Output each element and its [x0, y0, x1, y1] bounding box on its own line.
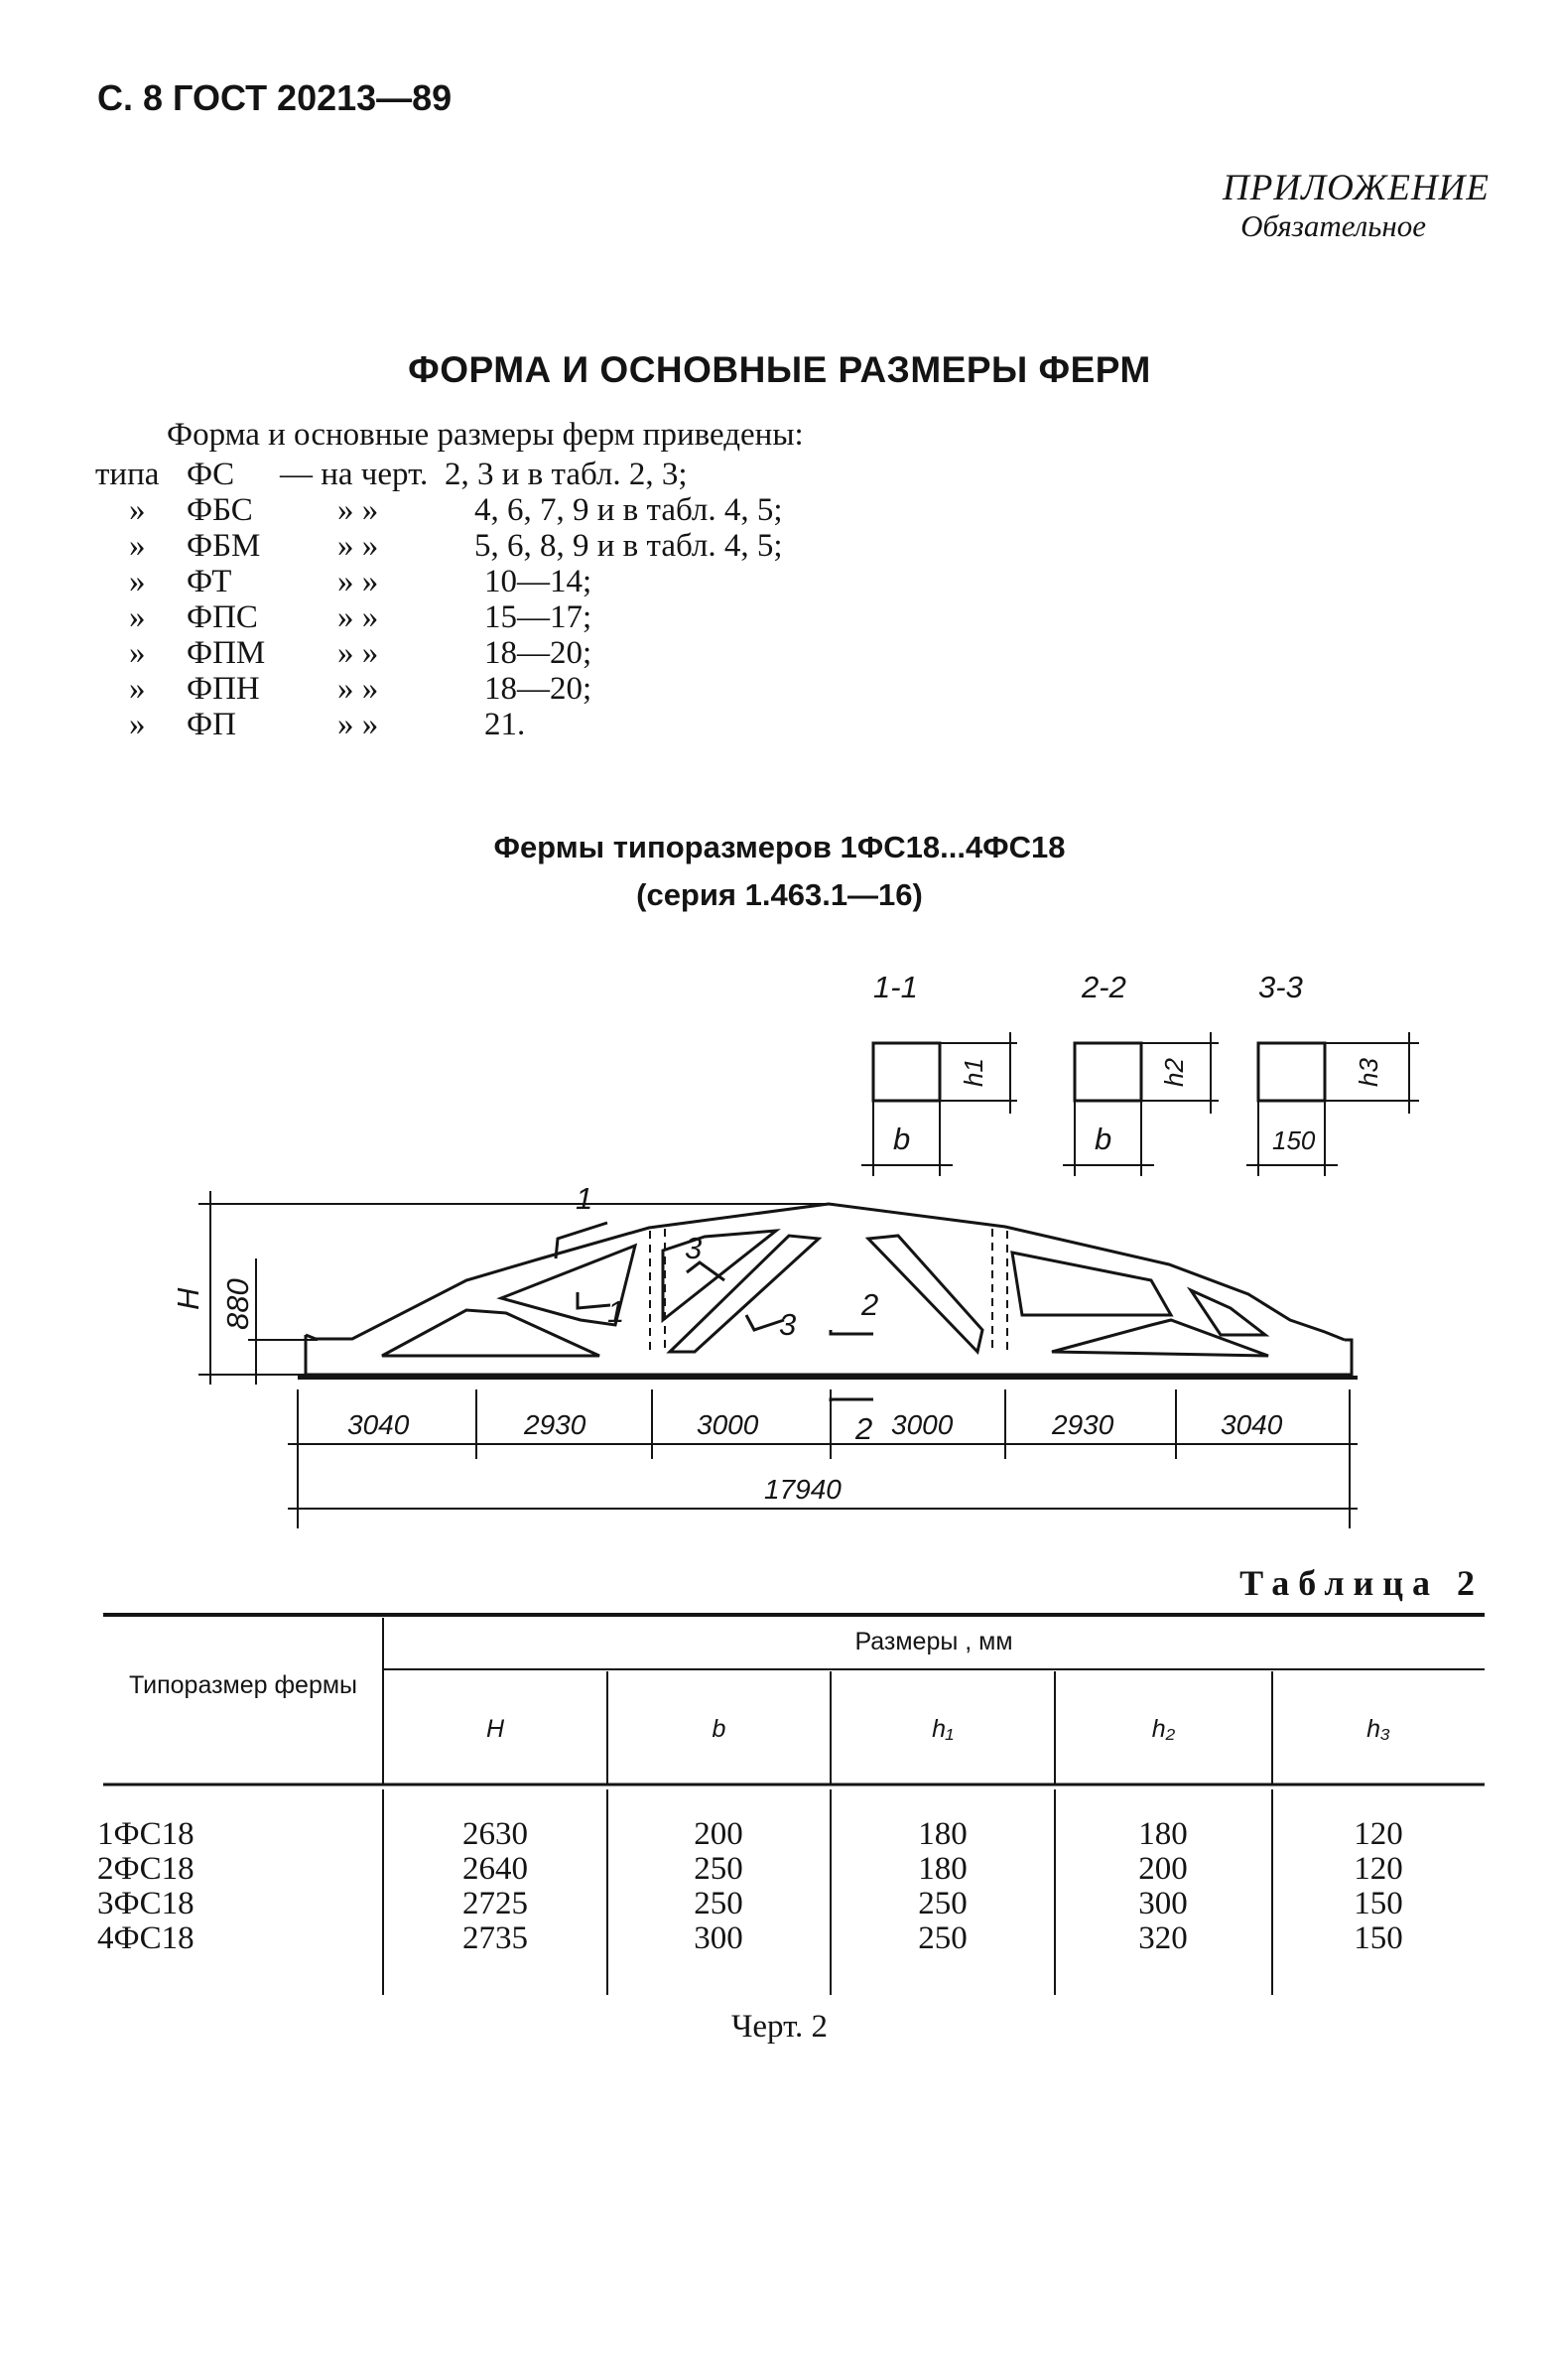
type-prefix: »	[129, 671, 146, 707]
table-row-name: 1ФС18	[97, 1816, 195, 1852]
section-3-height: h3	[1354, 1058, 1383, 1087]
table-cell: 250	[918, 1886, 968, 1921]
table-cell: 120	[1354, 1816, 1403, 1852]
appendix-note: Обязательное	[1240, 208, 1426, 243]
col-header-h3: h₃	[1366, 1715, 1390, 1743]
table-cell: 150	[1354, 1920, 1403, 1956]
table-cell: 150	[1354, 1886, 1403, 1921]
col-header-H: H	[485, 1715, 505, 1743]
table-caption: Таблица 2	[1239, 1563, 1484, 1603]
type-prefix: »	[129, 528, 146, 564]
cut-label-2b: 2	[855, 1411, 873, 1446]
type-text: 18—20;	[484, 635, 592, 671]
col-header-h1: h₁	[932, 1715, 954, 1743]
type-text: 18—20;	[484, 671, 592, 707]
height-label-H: H	[171, 1287, 205, 1310]
type-prefix: »	[129, 492, 146, 528]
type-prefix: »	[129, 635, 146, 671]
type-code: ФС	[187, 457, 235, 492]
type-text: 21.	[484, 707, 526, 742]
table-cell: 180	[918, 1816, 968, 1852]
type-ref: » »	[337, 564, 379, 599]
type-prefix: »	[129, 707, 146, 742]
cut-label-1a: 1	[576, 1181, 593, 1216]
type-prefix: типа	[95, 457, 160, 492]
table-cell: 300	[694, 1920, 743, 1956]
dim-5: 2930	[1052, 1409, 1114, 1440]
type-code: ФТ	[187, 564, 232, 599]
section-2-width: b	[1095, 1122, 1112, 1156]
cut-label-1b: 1	[607, 1294, 625, 1329]
type-code: ФПМ	[187, 635, 266, 671]
table-group-header: Размеры , мм	[854, 1628, 1013, 1655]
drawing-caption: Черт. 2	[730, 2009, 829, 2045]
table-cell: 2725	[462, 1886, 528, 1921]
section-label-1: 1-1	[873, 970, 918, 1004]
type-prefix: »	[129, 599, 146, 635]
figure-title: Фермы типоразмеров 1ФС18...4ФС18	[493, 830, 1066, 864]
table-row-header: Типоразмер фермы	[128, 1671, 358, 1699]
table-cell: 120	[1354, 1851, 1403, 1887]
type-code: ФПН	[187, 671, 260, 707]
dim-1: 3040	[347, 1409, 410, 1440]
table-cell: 2735	[462, 1920, 528, 1956]
table-cell: 250	[694, 1886, 743, 1921]
section-2-height: h2	[1159, 1058, 1189, 1087]
cut-label-3a: 3	[685, 1231, 703, 1265]
type-code: ФБС	[187, 492, 253, 528]
table-row-name: 2ФС18	[97, 1851, 195, 1887]
type-ref: — на черт.	[280, 457, 429, 492]
type-ref: » »	[337, 599, 379, 635]
figure-series: (серия 1.463.1—16)	[636, 877, 923, 912]
table-cell: 250	[918, 1920, 968, 1956]
height-label-880: 880	[220, 1278, 255, 1330]
type-ref: » »	[337, 635, 379, 671]
section-3-width: 150	[1272, 1125, 1316, 1155]
type-text: 10—14;	[484, 564, 592, 599]
section-label-3: 3-3	[1258, 970, 1303, 1004]
table-row-name: 4ФС18	[97, 1920, 195, 1956]
col-header-h2: h₂	[1151, 1715, 1176, 1743]
dim-4: 3000	[891, 1409, 954, 1440]
type-ref: » »	[337, 492, 379, 528]
dim-2: 2930	[524, 1409, 586, 1440]
type-text: 2, 3 и в табл. 2, 3;	[445, 457, 688, 492]
table-cell: 320	[1138, 1920, 1188, 1956]
type-ref: » »	[337, 528, 379, 564]
dim-3: 3000	[697, 1409, 759, 1440]
section-label-2: 2-2	[1082, 970, 1126, 1004]
type-text: 5, 6, 8, 9 и в табл. 4, 5;	[474, 528, 783, 564]
type-code: ФБМ	[187, 528, 261, 564]
page-title: ФОРМА И ОСНОВНЫЕ РАЗМЕРЫ ФЕРМ	[408, 349, 1151, 390]
table-cell: 180	[1138, 1816, 1188, 1852]
intro-text: Форма и основные размеры ферм приведены:	[167, 417, 804, 453]
type-code: ФП	[187, 707, 236, 742]
table-cell: 200	[694, 1816, 743, 1852]
appendix-title: ПРИЛОЖЕНИЕ	[1223, 168, 1490, 208]
section-1-width: b	[893, 1122, 911, 1156]
table-cell: 300	[1138, 1886, 1188, 1921]
type-code: ФПС	[187, 599, 258, 635]
table-cell: 250	[694, 1851, 743, 1887]
col-header-b: b	[712, 1715, 726, 1743]
table-row-name: 3ФС18	[97, 1886, 195, 1921]
dim-total: 17940	[764, 1474, 842, 1505]
cut-label-2a: 2	[861, 1287, 879, 1322]
type-ref: » »	[337, 707, 379, 742]
table-cell: 2640	[462, 1851, 528, 1887]
section-1-height: h1	[959, 1058, 988, 1087]
table-cell: 180	[918, 1851, 968, 1887]
page-header: С. 8 ГОСТ 20213—89	[97, 77, 453, 118]
dim-6: 3040	[1221, 1409, 1283, 1440]
type-ref: » »	[337, 671, 379, 707]
type-prefix: »	[129, 564, 146, 599]
type-text: 15—17;	[484, 599, 592, 635]
cut-label-3b: 3	[779, 1307, 797, 1342]
table-cell: 200	[1138, 1851, 1188, 1887]
type-text: 4, 6, 7, 9 и в табл. 4, 5;	[474, 492, 783, 528]
table-cell: 2630	[462, 1816, 528, 1852]
